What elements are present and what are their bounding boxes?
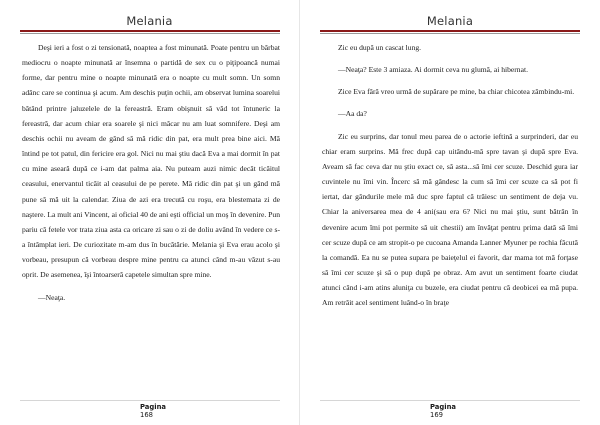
paragraph: —Aa da? (338, 109, 367, 119)
header-rule-gray (320, 33, 580, 34)
footer-label: Pagina (430, 403, 457, 411)
footer-rule (320, 400, 580, 401)
page-body (22, 40, 280, 305)
right-page (300, 0, 600, 425)
paragraph: —Neaţa. (38, 292, 66, 302)
page-footer (430, 403, 456, 419)
running-header: Melania (126, 14, 173, 28)
page-number: 168 (140, 411, 153, 419)
paragraph: —Neaţa? Este 3 amiaza. Ai dormit ceva nu glumă, ai hibernat. (338, 65, 528, 75)
page-footer (140, 403, 166, 419)
header-rule-red (20, 30, 280, 32)
footer-label: Pagina (140, 403, 167, 411)
paragraph: Zic eu surprins, dar tonul meu parea de o actorie ieftină a surprinderi, dar eu chiar eram surprins. Mă frec după cap uitându-mă spre tavan şi după spre Eva. Aveam să fac ceva dar nu ştiu exact ce, să asta...să îmi cer scuze. Deschid gura iar cuvintele nu îmi vin. Încerc să mă gândesc la cum să îmi cer scuze ca să pot fi iertat, dar gândurile mele mă duc spre faptul că trăiesc un sentiment de deja vu. Chiar la aniversarea mea de 4 ani(sau era 6? Nici nu mai ştiu, sunt bătrân în devenire acum îmi pot permite să uit chestii) am învăţat pentru prima dată să îmi cer scuze după ce am stropit-o pe cucoana Amanda Lanner Myuner pe rochia făcută la comandă. Ea nu se putea supara pe baieţelul ei favorit, dar mama tot mă forţase să îmi cer scuze şi să o pup după pe obraz. Am avut un sentiment foarte ciudat atunci când i-am atins aluniţa cu buzele, era ciudat pentru că deobicei ea mă pupa. Am retrăit acel sentiment luând-o în braţe (322, 131, 578, 308)
page-number: 169 (430, 411, 443, 419)
header-rule-gray (20, 33, 280, 34)
running-header: Melania (426, 14, 474, 28)
header-rule-red (320, 30, 580, 32)
footer-rule (20, 400, 280, 401)
paragraph: Deşi ieri a fost o zi tensionată, noaptea a fost minunată. Poate pentru un bărbat mediocru o noapte minunată ar însemna o partidă de sex cu o piţipoancă numai forme, dar pentru mine o noapte minunată era o noapte cu mult somn. Un somn adânc care se continua şi acum. Am deschis puţin ochii, am observat lumina soarelui bătând printre jaluzelele de la fereastră. Eram obişnuit să văd tot întuneric la fereastră, dar acum chiar era soarele şi nici măcar nu am luat somnifere. Deşi am deschis ochii nu aveam de gând să mă ridic din pat, era mult prea bine aici. Mă întind pe tot patul, din fericire era gol. Nici nu mai ştiu dacă Eva a mai dormit în pat cu mine aseară după ce i-am dat palma aia. Nu puteam auzi nimic decât ticăitul ceasului, enervantul ticăit al ceasului de pe perete. Mă ridic din pat şi un gând mă pune să mă uit la calendar. Ziua de azi era trecută cu roşu, era blestemata zi de naştere. La mult ani Vincent, ai oficial 40 de ani eşti official un moş în devenire. Pun pariu că fetele vor trata ziua asta ca oricare zi sau o zi de doliu având în vedere ce s-a întâmplat ieri. De curiozitate m-am dus în bucătărie. Melania şi Eva erau acolo şi vorbeau, presupun că vorbeau despre mine pentru ca atunci când m-au văzut s-au oprit. De asemenea, îşi întoarseră capetele simultan spre mine. (22, 43, 280, 280)
paragraph: Zic eu după un cascat lung. (338, 43, 422, 52)
page-body (322, 40, 578, 311)
paragraph: Zice Eva fără vreo urmă de supărare pe mine, ba chiar chicotea zâmbindu-mi. (338, 87, 575, 97)
